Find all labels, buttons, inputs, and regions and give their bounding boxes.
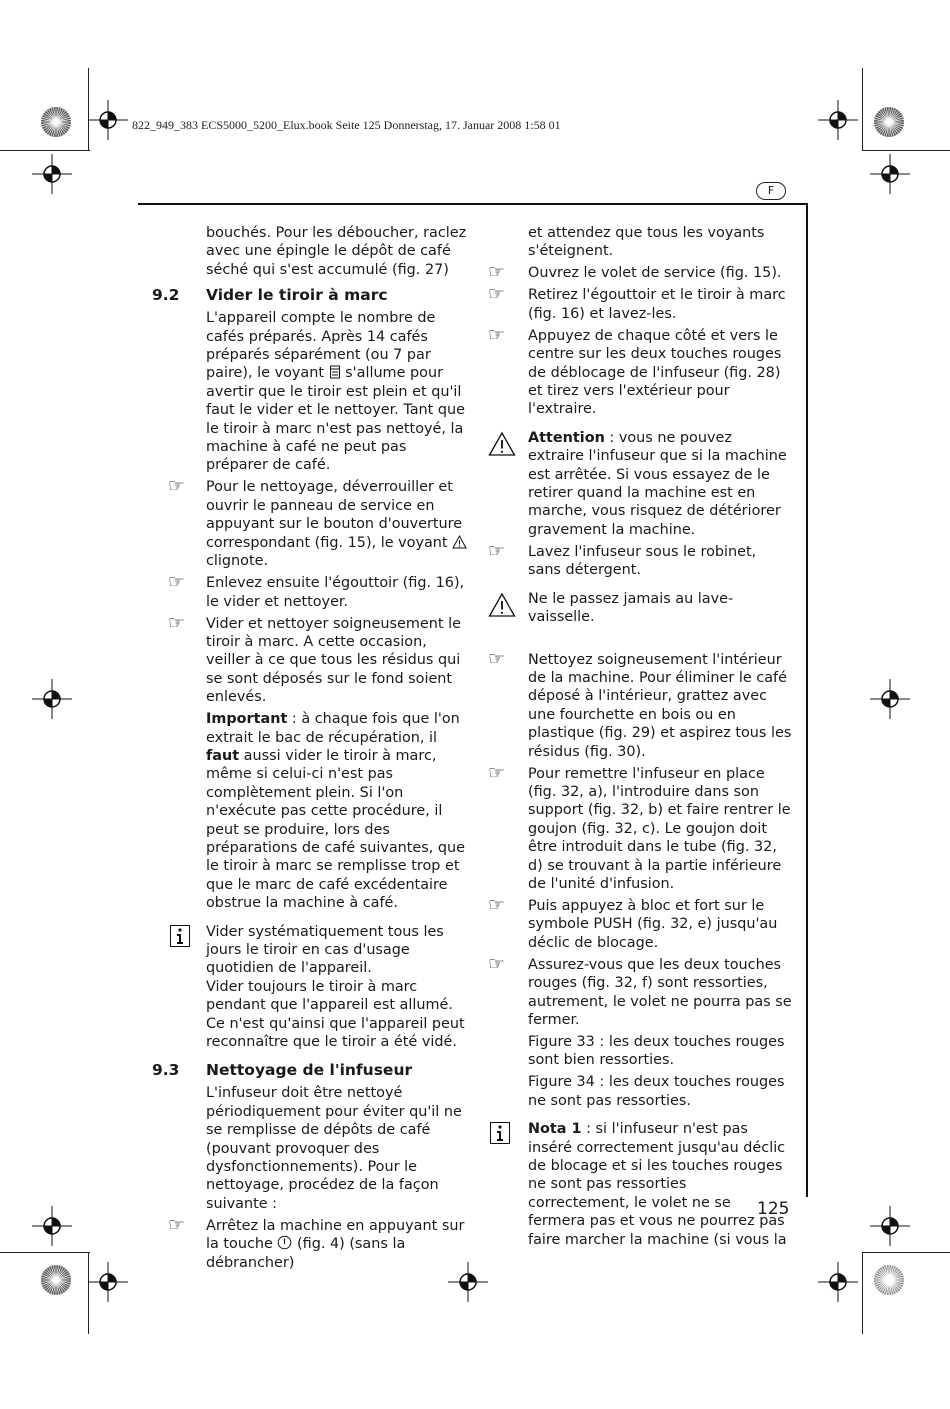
section-heading: [152, 285, 470, 305]
starburst-mark-icon: [40, 106, 72, 138]
info-i-icon: [170, 925, 190, 947]
crosshair-mark-icon: [88, 100, 128, 140]
crop-line: [862, 68, 863, 150]
crop-line: [862, 150, 950, 151]
hand-pointing-icon: ☞: [488, 323, 506, 346]
attention-label: Attention: [528, 429, 605, 446]
crosshair-mark-icon: [870, 154, 910, 194]
paragraph-text: s'allume pour avertir que le tiroir est plein et qu'il faut le vider et le nettoyer. Tant que le tiroir à marc n'est pas nettoyé, la machine à café ne peut pas préparer de café.: [206, 365, 465, 474]
step-text: Puis appuyez à bloc et fort sur le symbole PUSH (fig. 32, e) jusqu'au déclic de blocage.: [528, 897, 778, 951]
crosshair-mark-icon: [818, 100, 858, 140]
step-text: Nettoyez soigneusement l'intérieur de la machine. Pour éliminer le café déposé à l'intérieur, grattez avec une fourchette en bois ou en plastique (fig. 29) et aspirez tous les résidus (fig. 30).: [528, 651, 792, 760]
warning-triangle-icon: [452, 535, 467, 549]
step-text: (fig. 4) (sans la débrancher): [206, 1236, 406, 1271]
page-number: 125: [757, 1199, 790, 1219]
warning-note: [488, 590, 792, 627]
info-text: Vider systématiquement tous les jours le tiroir en cas d'usage quotidien de l'appareil.: [206, 923, 444, 977]
hand-pointing-icon: ☞: [168, 571, 186, 594]
left-column: [152, 224, 470, 1276]
print-header: 822_949_383 ECS5000_5200_Elux.book Seite 125 Donnerstag, 17. Januar 2008 1:58 01: [132, 118, 561, 132]
paragraph: L'infuseur doit être nettoyé périodiquement pour éviter qu'il ne se remplisse de dépôts de café (pouvant provoquer des dysfonctionnements). Pour le nettoyage, procédez de la façon suivante :: [206, 1085, 462, 1212]
power-button-icon: [277, 1235, 292, 1250]
info-note: [152, 923, 470, 1052]
hand-pointing-icon: ☞: [168, 611, 186, 634]
crop-line: [862, 1252, 863, 1334]
note-text: aussi vider le tiroir à marc, même si celui-ci n'est pas complètement plein. Si l'on n'exécute pas cette procédure, il peut se produire, lors des préparations de café suivantes, que le tiroir à marc se remplisse trop et que le marc de café excédentaire obstrue la machine à café.: [206, 747, 466, 912]
paragraph: [152, 309, 470, 475]
step-item: [488, 952, 792, 1030]
step-item: [488, 323, 792, 419]
step-text: Retirez l'égouttoir et le tiroir à marc (fig. 16) et lavez-les.: [528, 287, 786, 322]
crop-line: [0, 1252, 90, 1253]
paragraph-text: L'appareil compte le nombre de cafés préparés. Après 14 cafés préparés séparément (ou 7 par paire), le voyant: [206, 310, 436, 382]
step-text: Appuyez de chaque côté et vers le centre sur les deux touches rouges de déblocage de l'infuseur (fig. 28) et tirez vers l'extérieur pour l'extraire.: [528, 327, 782, 418]
nota-label: Nota 1: [528, 1121, 582, 1138]
crosshair-mark-icon: [32, 679, 72, 719]
hand-pointing-icon: ☞: [488, 261, 506, 284]
step-item: [488, 761, 792, 894]
hand-pointing-icon: ☞: [488, 539, 506, 562]
step-item: [152, 611, 470, 707]
step-text: Pour le nettoyage, déverrouiller et ouvrir le panneau de service en appuyant sur le bouton d'ouverture correspondant (fig. 15), le voyant: [206, 479, 463, 551]
crosshair-mark-icon: [818, 1262, 858, 1302]
step-text: Vider et nettoyer soigneusement le tiroir à marc. A cette occasion, veiller à ce que tous les résidus qui se sont déposés sur le fond soient enlevés.: [206, 615, 461, 706]
starburst-mark-icon: [873, 106, 905, 138]
info-text: Vider toujours le tiroir à marc pendant que l'appareil est allumé. Ce n'est qu'ainsi que l'appareil peut reconnaître que le tiroir a été vidé.: [206, 978, 465, 1051]
step-item: [488, 539, 792, 580]
step-item: [488, 647, 792, 761]
intro-paragraph: bouchés. Pour les déboucher, raclez avec une épingle le dépôt de café séché qui s'est accumulé (fig. 27): [206, 225, 467, 278]
section-title: Vider le tiroir à marc: [206, 286, 388, 305]
language-badge: F: [756, 182, 786, 200]
hand-pointing-icon: ☞: [168, 1213, 186, 1236]
warning-triangle-icon: [488, 592, 516, 618]
top-rule: [138, 203, 808, 205]
crosshair-mark-icon: [870, 679, 910, 719]
info-note: [488, 1120, 792, 1249]
step-text: Arrêtez la machine en appuyant sur la touche: [206, 1217, 465, 1253]
hand-pointing-icon: ☞: [488, 647, 506, 670]
step-text: Assurez-vous que les deux touches rouges (fig. 32, f) sont ressorties, autrement, le volet ne pourra pas se fermer.: [528, 956, 792, 1028]
hand-pointing-icon: ☞: [488, 761, 506, 784]
crosshair-mark-icon: [32, 1206, 72, 1246]
step-item: [152, 475, 470, 570]
step-item: [152, 571, 470, 611]
info-i-icon: [490, 1122, 510, 1144]
info-text: : si l'infuseur n'est pas inséré correctement jusqu'au déclic de blocage et si les touches rouges ne sont pas ressorties correctement, le volet ne se fermera pas et vous ne pourrez pas faire marcher la machine (si vous la: [528, 1121, 787, 1248]
section-title: Nettoyage de l'infuseur: [206, 1061, 413, 1080]
starburst-mark-icon: [873, 1264, 905, 1296]
hand-pointing-icon: ☞: [488, 952, 506, 975]
grounds-drawer-icon: [329, 365, 341, 379]
right-rule: [806, 203, 808, 1197]
step-text: clignote.: [206, 553, 269, 570]
hand-pointing-icon: ☞: [488, 893, 506, 916]
important-note: [152, 710, 470, 912]
step-text: Lavez l'infuseur sous le robinet, sans détergent.: [528, 543, 757, 579]
crosshair-mark-icon: [88, 1262, 128, 1302]
warning-triangle-icon: [488, 431, 516, 457]
right-column: [488, 224, 792, 1253]
warning-text: Ne le passez jamais au lave-vaisselle.: [528, 590, 734, 626]
crop-line: [862, 1252, 950, 1253]
section-number: 9.3: [152, 1061, 180, 1080]
step-text: Enlevez ensuite l'égouttoir (fig. 16), le vider et nettoyer.: [206, 575, 465, 610]
figure-caption: Figure 33 : les deux touches rouges sont bien ressorties.: [528, 1034, 785, 1069]
section-number: 9.2: [152, 286, 180, 305]
starburst-mark-icon: [40, 1264, 72, 1296]
step-item: [488, 261, 792, 284]
crosshair-mark-icon: [32, 154, 72, 194]
warning-text: : vous ne pouvez extraire l'infuseur que si la machine est arrêtée. Si vous essayez de le retirer quand la machine est en marche, vous risquez de détériorer gravement la machine.: [528, 429, 787, 538]
step-text: Pour remettre l'infuseur en place (fig. 32, a), l'introduire dans son support (fig. 32, b) et faire rentrer le goujon (fig. 32, c). Le goujon doit être introduit dans le tube (fig. 32, d) se trouvant à la partie inférieure de l'unité d'infusion.: [528, 765, 791, 892]
step-item: [488, 893, 792, 952]
paragraph: et attendez que tous les voyants s'éteignent.: [528, 225, 765, 260]
hand-pointing-icon: ☞: [168, 475, 186, 498]
step-item: [152, 1213, 470, 1272]
step-item: [488, 283, 792, 323]
important-label: Important: [206, 711, 288, 728]
note-emphasis: faut: [206, 747, 240, 764]
hand-pointing-icon: ☞: [488, 283, 506, 306]
step-text: Ouvrez le volet de service (fig. 15).: [528, 265, 782, 282]
figure-caption: Figure 34 : les deux touches rouges ne sont pas ressorties.: [528, 1074, 785, 1109]
warning-note: [488, 429, 792, 539]
crosshair-mark-icon: [870, 1206, 910, 1246]
note-text: : à chaque fois que l'on extrait le bac de récupération, il: [206, 711, 460, 746]
section-heading: [152, 1060, 470, 1080]
crop-line: [0, 150, 90, 151]
